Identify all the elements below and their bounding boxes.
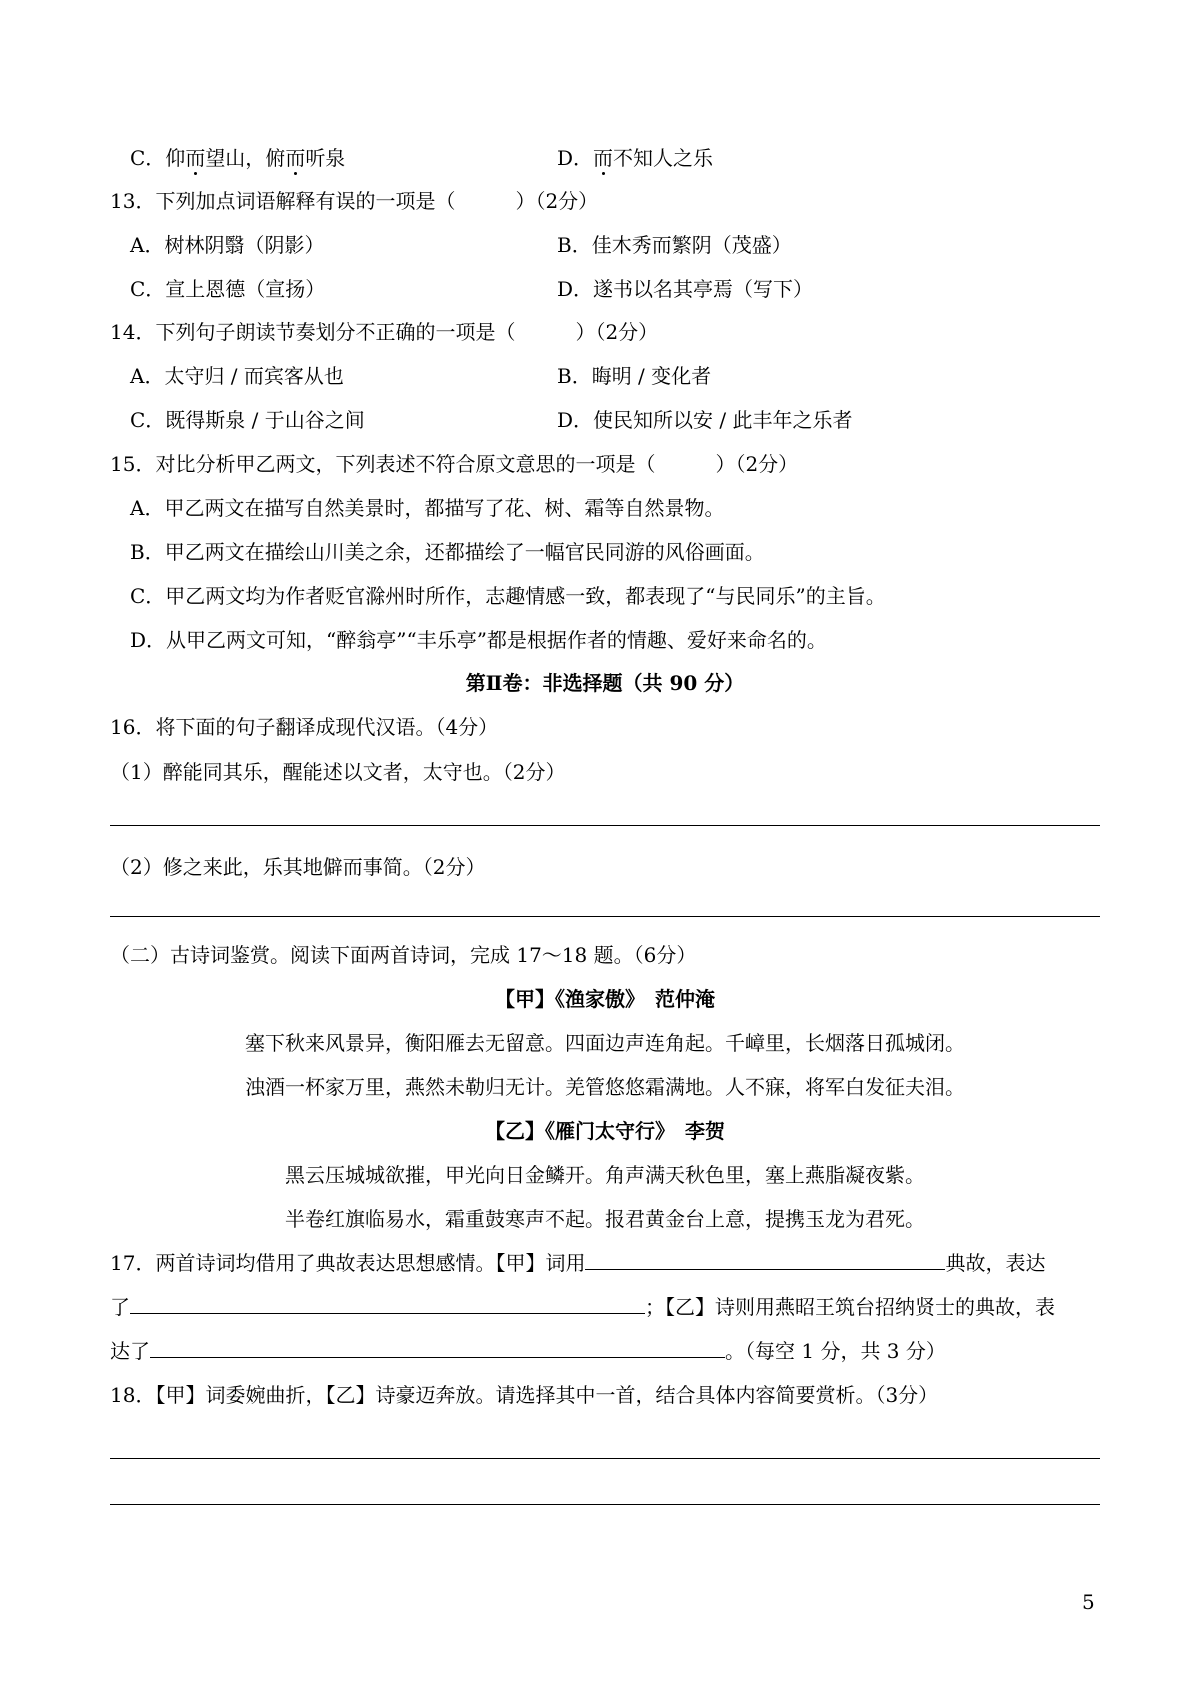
poem-b-title: 【乙】《雁门太守行》 李贺 [485, 1119, 725, 1143]
poem-b-line-2: 半卷红旗临易水，霜重鼓寒声不起。报君黄金台上意，提携玉龙为君死。 [285, 1207, 925, 1231]
q12-option-d: D．而不知人之乐 [557, 146, 714, 170]
q17-line-3: 达了 。（每空 1 分，共 3 分） [110, 1339, 946, 1363]
poem-a-line-2: 浊酒一杯家万里，燕然未勒归无计。羌管悠悠霜满地。人不寐，将军白发征夫泪。 [245, 1075, 965, 1099]
q13-option-d: D．遂书以名其亭焉（写下） [557, 277, 814, 301]
q15-option-c: C．甲乙两文均为作者贬官滁州时所作，志趣情感一致，都表现了“与民同乐”的主旨。 [130, 584, 886, 608]
poetry-section-intro: （二）古诗词鉴赏。阅读下面两首诗词，完成 17～18 题。（6分） [110, 943, 697, 967]
q12-option-c: C．仰而望山，俯而听泉 [130, 146, 346, 170]
fill-blank-1[interactable] [585, 1249, 945, 1270]
emphasis-dot-char: 而 [285, 146, 306, 170]
q13-option-c: C．宣上恩德（宣扬） [130, 277, 326, 301]
q15-option-b: B．甲乙两文在描绘山川美之余，还都描绘了一幅官民同游的风俗画面。 [130, 540, 765, 564]
q16-sentence-1: （1）醉能同其乐，醒能述以文者，太守也。（2分） [110, 760, 566, 784]
q13-option-b: B．佳木秀而繁阴（茂盛） [557, 233, 792, 257]
q15-option-d: D．从甲乙两文可知，“醉翁亭”“丰乐亭”都是根据作者的情趣、爱好来命名的。 [130, 628, 827, 652]
q13-stem: 13．下列加点词语解释有误的一项是（ ）（2分） [110, 189, 599, 213]
answer-line-q16-2[interactable] [110, 916, 1100, 917]
q16-sentence-2: （2）修之来此，乐其地僻而事简。（2分） [110, 855, 486, 879]
answer-line-q18-2[interactable] [110, 1504, 1100, 1505]
q18-stem: 18．【甲】词委婉曲折，【乙】诗豪迈奔放。请选择其中一首，结合具体内容简要赏析。（3分） [110, 1383, 939, 1407]
emphasis-dot-char: 而 [185, 146, 206, 170]
q14-option-a: A．太守归 / 而宾客从也 [130, 364, 344, 388]
emphasis-dot-char: 而 [593, 146, 614, 170]
q17-line-1: 17．两首诗词均借用了典故表达思想感情。【甲】词用 典故，表达 [110, 1251, 1046, 1275]
q13-option-a: A．树林阴翳（阴影） [130, 233, 325, 257]
poem-a-title: 【甲】《渔家傲》 范仲淹 [495, 987, 715, 1011]
q14-option-b: B．晦明 / 变化者 [557, 364, 712, 388]
answer-line-q16-1[interactable] [110, 825, 1100, 826]
q17-line-2: 了 ；【乙】诗则用燕昭王筑台招纳贤士的典故，表 [110, 1295, 1055, 1319]
q15-stem: 15．对比分析甲乙两文，下列表述不符合原文意思的一项是（ ）（2分） [110, 452, 799, 476]
q14-option-d: D．使民知所以安 / 此丰年之乐者 [557, 408, 853, 432]
q15-option-a: A．甲乙两文在描写自然美景时，都描写了花、树、霜等自然景物。 [130, 496, 725, 520]
q14-option-c: C．既得斯泉 / 于山谷之间 [130, 408, 365, 432]
fill-blank-3[interactable] [150, 1337, 725, 1358]
page-number: 5 [1082, 1590, 1095, 1614]
q14-stem: 14．下列句子朗读节奏划分不正确的一项是（ ）（2分） [110, 320, 659, 344]
poem-b-line-1: 黑云压城城欲摧，甲光向日金鳞开。角声满天秋色里，塞上燕脂凝夜紫。 [285, 1163, 925, 1187]
poem-a-line-1: 塞下秋来风景异，衡阳雁去无留意。四面边声连角起。千嶂里，长烟落日孤城闭。 [245, 1031, 965, 1055]
section-2-title: 第Ⅱ卷：非选择题（共 90 分） [465, 671, 745, 695]
answer-line-q18-1[interactable] [110, 1458, 1100, 1459]
fill-blank-2[interactable] [130, 1293, 645, 1314]
q16-stem: 16．将下面的句子翻译成现代汉语。（4分） [110, 715, 499, 739]
